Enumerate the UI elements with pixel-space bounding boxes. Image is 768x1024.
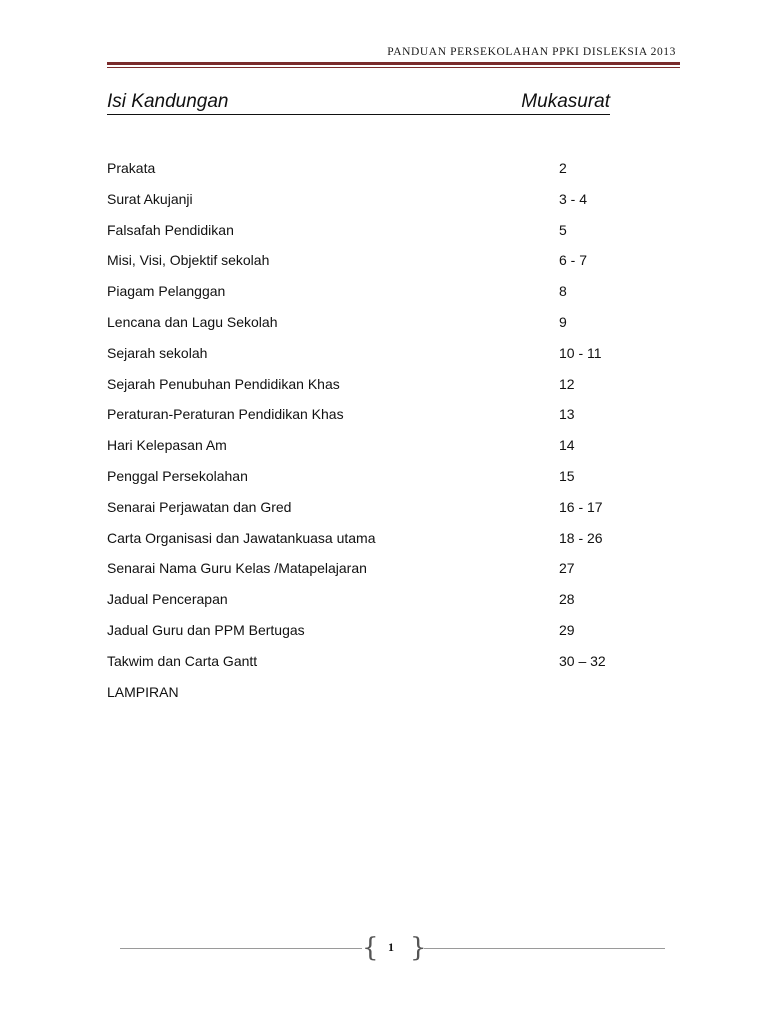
toc-entry-title: Falsafah Pendidikan (107, 221, 234, 238)
toc-entry (107, 220, 667, 251)
toc-entry-title: Surat Akujanji (107, 190, 193, 207)
running-header: PANDUAN PERSEKOLAHAN PPKI DISLEKSIA 2013 (387, 46, 676, 58)
toc-entry-page: 14 (559, 437, 575, 454)
toc-list (107, 158, 667, 712)
toc-entry-title: Sejarah sekolah (107, 344, 208, 361)
toc-entry (107, 558, 667, 589)
toc-entry-title: Penggal Persekolahan (107, 467, 248, 484)
toc-entry-page: 15 (559, 467, 575, 484)
toc-entry (107, 374, 667, 405)
footer-bracket-close: } (410, 933, 427, 963)
toc-entry (107, 589, 667, 620)
toc-entry-page: 6 - 7 (559, 252, 588, 269)
toc-entry-title: Takwim dan Carta Gantt (107, 652, 258, 669)
toc-entry (107, 312, 667, 343)
footer-rule-left (120, 948, 362, 949)
toc-entry-page: 2 (559, 160, 567, 176)
footer-bracket-open: { (362, 933, 379, 963)
toc-entry-page: 8 (559, 283, 567, 300)
toc-entry-page: 13 (559, 406, 575, 423)
toc-heading-page-column: Mukasurat (521, 91, 610, 112)
toc-entry-page: 12 (559, 375, 575, 392)
toc-entry-page: 3 - 4 (559, 190, 588, 207)
toc-entry-title: Jadual Guru dan PPM Bertugas (107, 621, 305, 638)
toc-entry (107, 620, 667, 651)
toc-entry (107, 281, 667, 312)
toc-entry (107, 435, 667, 466)
header-rule-thin (107, 67, 680, 68)
toc-entry-title: Sejarah Penubuhan Pendidikan Khas (107, 375, 340, 392)
toc-entry-title: Jadual Pencerapan (107, 591, 228, 608)
toc-entry-title: Lencana dan Lagu Sekolah (107, 313, 278, 330)
toc-entry-title: Prakata (107, 160, 156, 176)
toc-entry (107, 466, 667, 497)
toc-entry-page: 28 (559, 591, 575, 608)
toc-entry-title: Piagam Pelanggan (107, 283, 226, 300)
toc-entry (107, 682, 667, 713)
toc-entry-page: 16 - 17 (559, 498, 603, 515)
toc-entry-title: Peraturan-Peraturan Pendidikan Khas (107, 406, 344, 423)
toc-heading-title: Isi Kandungan (107, 91, 229, 112)
toc-heading (107, 90, 610, 115)
toc-entry-page: 9 (559, 313, 567, 330)
toc-entry-title: Hari Kelepasan Am (107, 437, 227, 454)
toc-entry (107, 497, 667, 528)
toc-entry (107, 404, 667, 435)
toc-entry-title: Senarai Nama Guru Kelas /Matapelajaran (107, 560, 367, 577)
toc-entry (107, 343, 667, 374)
toc-entry-title: Senarai Perjawatan dan Gred (107, 498, 292, 515)
toc-entry-page: 5 (559, 221, 567, 238)
toc-entry-page: 10 - 11 (559, 344, 602, 361)
toc-entry (107, 528, 667, 559)
toc-entry-title: LAMPIRAN (107, 683, 179, 700)
toc-entry-title: Carta Organisasi dan Jawatankuasa utama (107, 529, 376, 546)
toc-entry (107, 250, 667, 281)
toc-entry (107, 189, 667, 220)
toc-entry-page: 27 (559, 560, 575, 577)
toc-entry (107, 158, 667, 189)
toc-entry-page: 29 (559, 621, 575, 638)
toc-entry-title: Misi, Visi, Objektif sekolah (107, 252, 270, 269)
page-number: 1 (388, 940, 394, 954)
toc-entry-page: 30 – 32 (559, 652, 606, 669)
header-rule (107, 62, 680, 65)
toc-entry (107, 651, 667, 682)
toc-entry-page: 18 - 26 (559, 529, 603, 546)
footer-rule-right (424, 948, 665, 949)
